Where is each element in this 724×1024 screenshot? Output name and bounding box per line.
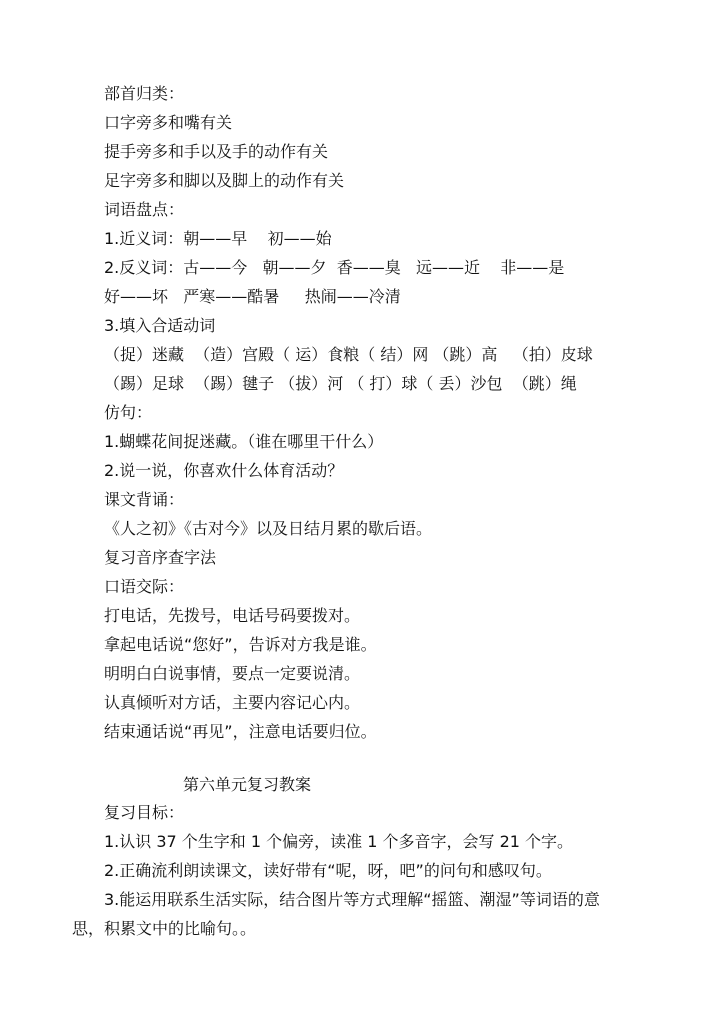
goals-heading: 复习目标： bbox=[104, 803, 185, 822]
oral-item: 打电话，先拨号，电话号码要拨对。 bbox=[104, 606, 361, 625]
radical-heading: 部首归类： bbox=[104, 84, 185, 103]
antonyms-line: 2.反义词：古——今 朝——夕 香——臭 远——近 非——是 bbox=[104, 258, 565, 277]
synonyms-line: 1.近义词：朝——早 初——始 bbox=[104, 229, 332, 248]
recite-heading: 课文背诵： bbox=[104, 490, 185, 509]
goal-item: 1.认识 37 个生字和 1 个偏旁，读准 1 个多音字，会写 21 个字。 bbox=[104, 832, 574, 851]
sentence-heading: 仿句： bbox=[104, 403, 153, 422]
goal-item: 3.能运用联系生活实际，结合图片等方式理解“摇篮、潮湿”等词语的意 bbox=[104, 890, 600, 909]
sentence-item: 1.蝴蝶花间捉迷藏。（谁在哪里干什么） bbox=[104, 432, 384, 451]
oral-item: 结束通话说“再见”，注意电话要归位。 bbox=[104, 722, 377, 741]
oral-item: 认真倾听对方话，主要内容记心内。 bbox=[104, 693, 361, 712]
radical-item: 口字旁多和嘴有关 bbox=[104, 113, 233, 132]
vocab-heading: 词语盘点： bbox=[104, 200, 185, 219]
radical-item: 提手旁多和手以及手的动作有关 bbox=[104, 142, 329, 161]
goal-item: 2.正确流利朗读课文，读好带有“呢，呀，吧”的问句和感叹句。 bbox=[104, 861, 552, 880]
verbs-heading: 3.填入合适动词 bbox=[104, 316, 216, 335]
sentence-item: 2.说一说，你喜欢什么体育活动？ bbox=[104, 461, 344, 480]
oral-heading: 口语交际： bbox=[104, 577, 185, 596]
review-dictionary-line: 复习音序查字法 bbox=[104, 548, 217, 567]
goal-item-continuation: 思，积累文中的比喻句。。 bbox=[72, 919, 257, 938]
antonyms-line: 好——坏 严寒——酷暑 热闹——冷清 bbox=[104, 287, 401, 306]
verbs-line: （踢）足球 （踢）毽子 （拔）河 （ 打）球（ 丢）沙包 （跳）绳 bbox=[104, 374, 577, 393]
recite-text: 《人之初》《古对今》以及日结月累的歇后语。 bbox=[104, 519, 433, 538]
oral-item: 明明白白说事情，要点一定要说清。 bbox=[104, 664, 361, 683]
unit-six-title: 第六单元复习教案 bbox=[183, 775, 312, 794]
radical-item: 足字旁多和脚以及脚上的动作有关 bbox=[104, 171, 345, 190]
verbs-line: （捉）迷藏 （造）宫殿（ 运）食粮（ 结）网 （跳）高 （拍）皮球 bbox=[104, 345, 593, 364]
oral-item: 拿起电话说“您好”，告诉对方我是谁。 bbox=[104, 635, 377, 654]
